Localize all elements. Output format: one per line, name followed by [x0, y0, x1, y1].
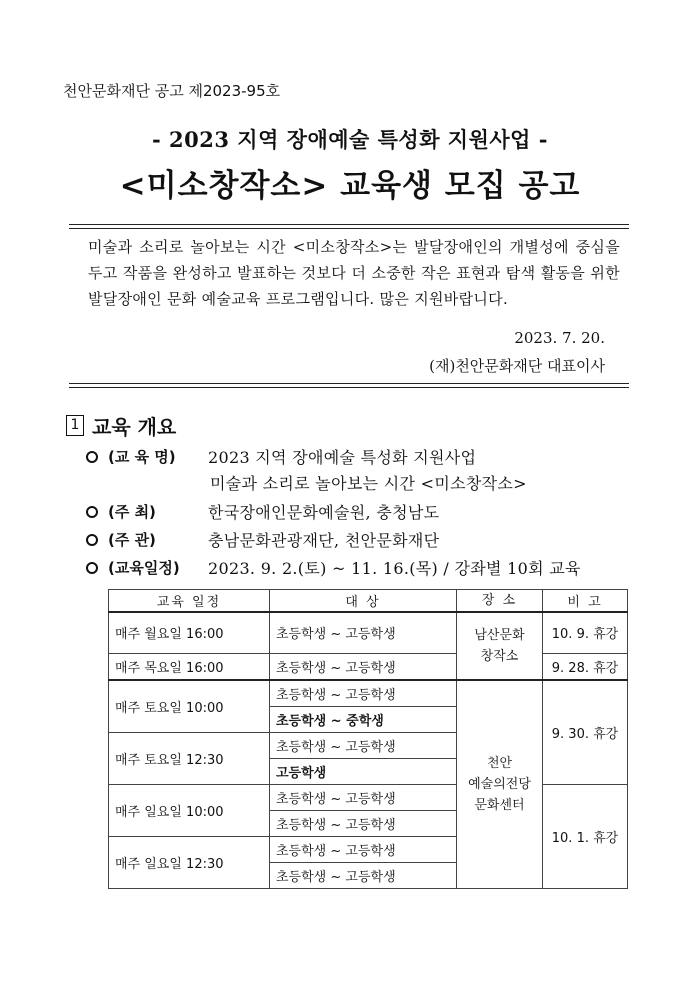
intro-paragraph: 미술과 소리로 놀아보는 시간 <미소창작소>는 발달장애인의 개별성에 중심을 두고 작품을 완성하고 발표하는 것보다 더 소중한 작은 표현과 탐색 활동을 위한 발달장애인 문화 예술교육 프로그램입니다. 많은 지원바랍니다. [88, 238, 620, 308]
bottom-divider [69, 383, 629, 388]
notice-signature: (재)천안문화재단 대표이사 [429, 357, 605, 375]
circle-bullet-icon [86, 451, 98, 463]
header-note: 비 고 [543, 590, 628, 613]
cell-target: 초등학생 ~ 중학생 [270, 706, 457, 732]
item-label: (교 육 명) [108, 448, 176, 466]
overview-item-organizer [86, 528, 439, 551]
cell-time: 매주 일요일 12:30 [109, 836, 270, 888]
header-target: 대 상 [270, 590, 457, 613]
circle-bullet-icon [86, 562, 98, 574]
cell-target: 초등학생 ~ 고등학생 [270, 784, 457, 810]
place-line: 예술의전당 [468, 776, 531, 792]
overview-item-course [86, 445, 476, 468]
circle-bullet-icon [86, 506, 98, 518]
item-label: (주 최) [108, 503, 156, 521]
table-row [109, 680, 628, 707]
cell-target: 초등학생 ~ 고등학생 [270, 836, 457, 862]
place-line: 남산문화 [474, 627, 525, 643]
cell-time: 매주 일요일 10:00 [109, 784, 270, 836]
top-divider [69, 224, 629, 229]
section-heading [66, 411, 176, 440]
notice-date: 2023. 7. 20. [514, 329, 605, 347]
cell-note: 10. 9. 휴강 [543, 612, 628, 653]
page-title: <미소창작소> 교육생 모집 공고 [119, 168, 581, 204]
table-row [109, 612, 628, 653]
table-header-row [109, 590, 628, 613]
header-place: 장 소 [457, 590, 543, 613]
cell-note: 9. 30. 휴강 [543, 680, 628, 785]
item-label: (주 관) [108, 531, 156, 549]
item-value: 2023. 9. 2.(토) ~ 11. 16.(목) / 강좌별 10회 교육 [208, 559, 581, 578]
notice-number: 천안문화재단 공고 제2023-95호 [63, 82, 281, 100]
cell-target: 초등학생 ~ 고등학생 [270, 732, 457, 758]
item-value: 충남문화관광재단, 천안문화재단 [208, 531, 440, 550]
section-title: 교육 개요 [92, 415, 177, 439]
cell-target: 초등학생 ~ 고등학생 [270, 680, 457, 707]
item-value: 한국장애인문화예술원, 충청남도 [208, 503, 440, 522]
cell-note: 9. 28. 휴강 [543, 653, 628, 680]
cell-target: 초등학생 ~ 고등학생 [270, 810, 457, 836]
item-value: 2023 지역 장애예술 특성화 지원사업 [208, 448, 477, 467]
cell-place [457, 680, 543, 889]
item-label: (교육일정) [108, 559, 180, 577]
item-value-continued: 미술과 소리로 놀아보는 시간 <미소창작소> [210, 474, 527, 493]
header-time: 교육 일정 [109, 590, 270, 613]
cell-time: 매주 토요일 10:00 [109, 680, 270, 733]
circle-bullet-icon [86, 534, 98, 546]
cell-time: 매주 토요일 12:30 [109, 732, 270, 784]
overview-item-schedule [86, 556, 581, 579]
cell-target: 초등학생 ~ 고등학생 [270, 612, 457, 653]
cell-time: 매주 월요일 16:00 [109, 612, 270, 653]
cell-time: 매주 목요일 16:00 [109, 653, 270, 680]
table-row [109, 653, 628, 680]
place-line: 문화센터 [474, 797, 525, 813]
cell-place [457, 612, 543, 680]
cell-target: 초등학생 ~ 고등학생 [270, 653, 457, 680]
section-number: 1 [66, 415, 84, 436]
overview-item-host [86, 500, 439, 523]
place-line: 천안 [486, 755, 513, 771]
cell-note: 10. 1. 휴강 [543, 784, 628, 888]
schedule-table [108, 589, 628, 889]
place-line: 창작소 [480, 648, 519, 664]
cell-target: 고등학생 [270, 758, 457, 784]
table-row [109, 784, 628, 810]
cell-target: 초등학생 ~ 고등학생 [270, 862, 457, 888]
title-subtitle: - 2023 지역 장애예술 특성화 지원사업 - [152, 127, 548, 152]
